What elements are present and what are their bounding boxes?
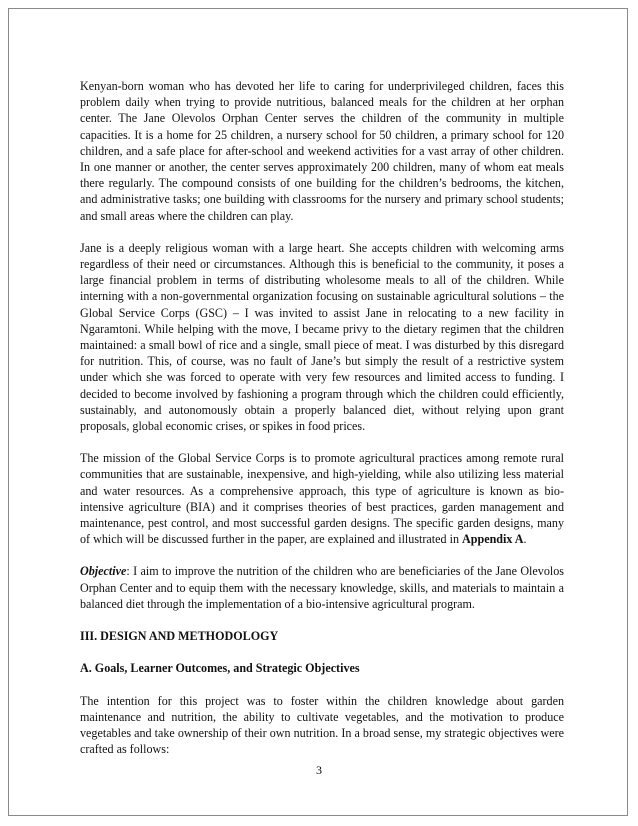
objective-text: : I aim to improve the nutrition of the children who are beneficiaries of the Jane Olevolos Orphan Center and to equip them with the necessary knowledge, skills, and materials to maintain a balanced diet through the implementation of a bio-intensive agricultural program. (80, 564, 564, 611)
document-body (80, 78, 564, 773)
paragraph-intro: Kenyan-born woman who has devoted her life to caring for underprivileged children, faces this problem daily when trying to provide nutritious, balanced meals for the children at her orphan center. The Jane Olevolos Orphan Center serves the children of the community in multiple capacities. It is a home for 25 children, a nursery school for 50 children, a primary school for 120 children, and a safe place for after-school and weekend activities for a vast array of other children. In one manner or another, the center serves approximately 200 children, many of whom eat meals there regularly. The compound consists of one building for the children’s bedrooms, the kitchen, and administrative tasks; one building with classrooms for the nursery and primary school students; and small areas where the children can play. (80, 79, 564, 223)
subsection-heading: A. Goals, Learner Outcomes, and Strategic Objectives (80, 661, 360, 676)
paragraph-mission (80, 450, 564, 547)
paragraph-jane: Jane is a deeply religious woman with a large heart. She accepts children with welcoming arms regardless of their need or circumstances. Although this is beneficial to the community, it poses a large financial problem in terms of distributing wholesome meals to all of the children. While interning with a non-governmental organization focusing on sustainable agricultural solutions – the Global Service Corps (GSC) – I was invited to assist Jane in relocating to a new facility in Ngaramtoni. While helping with the move, I became privy to the dietary regimen that the children maintained: a small bowl of rice and a single, small piece of meat. I was disturbed by this disregard for nutrition. This, of course, was no fault of Jane’s but simply the result of a restrictive system under which she was forced to operate with very few resources and limited access to funding. I decided to become involved by fashioning a program through which the children could efficiently, sustainably, and autonomously obtain a properly balanced diet, without relying upon grant proposals, global economic crises, or spikes in food prices. (80, 240, 564, 434)
appendix-reference: Appendix A (462, 532, 524, 547)
objective-label: Objective (80, 564, 127, 579)
page-number: 3 (316, 763, 322, 777)
paragraph-intention: The intention for this project was to foster within the children knowledge about garden maintenance and nutrition, the ability to cultivate vegetables, and the motivation to produce vegetables and take ownership of their own nutrition. In a broad sense, my strategic objectives were crafted as follows: (80, 693, 564, 757)
mission-text: The mission of the Global Service Corps is to promote agricultural practices among remote rural communities that are sustainable, inexpensive, and high-yielding, while also utilizing less material and water resources. As a comprehensive approach, this type of agriculture is known as bio-intensive agriculture (BIA) and it comprises theories of best practices, garden management and maintenance, pest control, and most successful garden designs. The specific garden designs, many of which will be discussed further in the paper, are explained and illustrated in (80, 451, 564, 547)
section-heading: III. DESIGN AND METHODOLOGY (80, 629, 279, 644)
paragraph-objective (80, 563, 564, 612)
mission-period: . (523, 532, 527, 547)
